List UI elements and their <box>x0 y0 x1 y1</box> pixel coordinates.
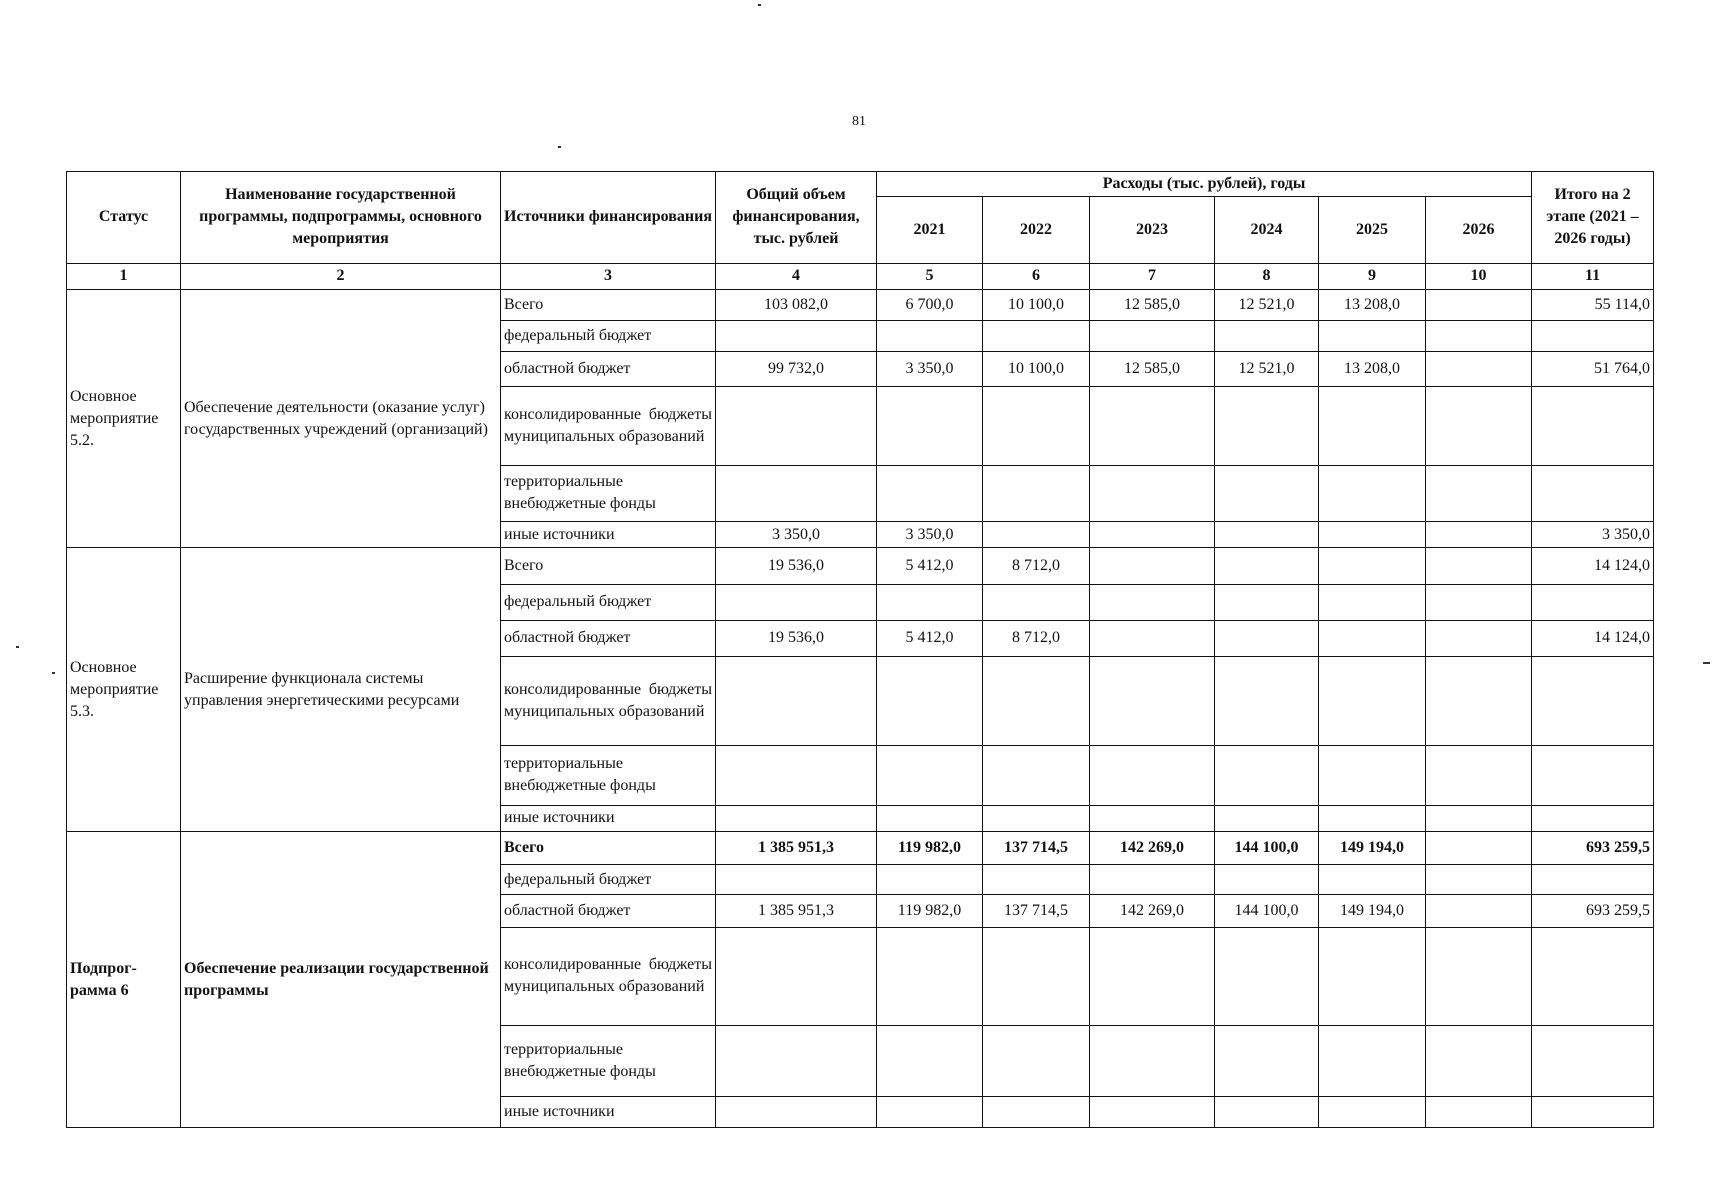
source-label: федеральный бюджет <box>501 584 716 620</box>
column-number: 11 <box>1532 263 1654 289</box>
source-label: областной бюджет <box>501 620 716 656</box>
year-value <box>1426 352 1532 387</box>
year-value: 10 100,0 <box>983 352 1090 387</box>
header-row <box>67 172 1654 197</box>
source-label: федеральный бюджет <box>501 865 716 895</box>
year-value: 12 521,0 <box>1215 289 1319 320</box>
year-value: 8 712,0 <box>983 620 1090 656</box>
column-number: 1 <box>67 263 181 289</box>
year-value: 8 712,0 <box>983 548 1090 584</box>
source-label: областной бюджет <box>501 895 716 927</box>
year-value: 149 194,0 <box>1319 895 1426 927</box>
year-value: 142 269,0 <box>1090 832 1215 865</box>
table-row <box>67 832 1654 865</box>
year-value: 3 350,0 <box>877 352 983 387</box>
status-cell: Основное мероприятие 5.2. <box>67 289 181 548</box>
table-row <box>67 289 1654 320</box>
source-label: консолидированные бюджеты муниципальных образований <box>501 927 716 1026</box>
source-label: территориальные внебюджетные фонды <box>501 745 716 805</box>
year-value: 137 714,5 <box>983 832 1090 865</box>
header-year: 2021 <box>877 197 983 263</box>
year-value: 144 100,0 <box>1215 895 1319 927</box>
source-label: Всего <box>501 832 716 865</box>
total-volume: 99 732,0 <box>716 352 877 387</box>
column-number-row <box>67 263 1654 289</box>
source-label: Всего <box>501 548 716 584</box>
column-number: 5 <box>877 263 983 289</box>
total-volume: 103 082,0 <box>716 289 877 320</box>
year-value: 137 714,5 <box>983 895 1090 927</box>
stage-total: 51 764,0 <box>1532 352 1654 387</box>
year-value: 13 208,0 <box>1319 352 1426 387</box>
header-total-volume: Общий объем финансирования, тыс. рублей <box>716 172 877 264</box>
source-label: иные источники <box>501 522 716 548</box>
table-row <box>67 548 1654 584</box>
source-label: консолидированные бюджеты муниципальных образований <box>501 656 716 745</box>
column-number: 7 <box>1090 263 1215 289</box>
column-number: 3 <box>501 263 716 289</box>
year-value: 149 194,0 <box>1319 832 1426 865</box>
column-number: 8 <box>1215 263 1319 289</box>
year-value: 12 585,0 <box>1090 352 1215 387</box>
scan-speck <box>52 672 55 674</box>
column-number: 6 <box>983 263 1090 289</box>
year-value: 12 585,0 <box>1090 289 1215 320</box>
scan-speck <box>758 4 761 6</box>
year-value: 142 269,0 <box>1090 895 1215 927</box>
stage-total: 14 124,0 <box>1532 548 1654 584</box>
year-value: 119 982,0 <box>877 832 983 865</box>
year-value: 5 412,0 <box>877 548 983 584</box>
year-value <box>1426 289 1532 320</box>
year-value: 5 412,0 <box>877 620 983 656</box>
stage-total: 693 259,5 <box>1532 895 1654 927</box>
scan-speck <box>1703 662 1710 664</box>
year-value: 144 100,0 <box>1215 832 1319 865</box>
stage-total: 14 124,0 <box>1532 620 1654 656</box>
total-volume: 19 536,0 <box>716 620 877 656</box>
status-cell: Подпрог- рамма 6 <box>67 832 181 1128</box>
header-name: Наименование государственной программы, подпрограммы, основного мероприятия <box>181 172 501 264</box>
source-label: территориальные внебюджетные фонды <box>501 465 716 521</box>
header-status: Статус <box>67 172 181 264</box>
stage-total: 55 114,0 <box>1532 289 1654 320</box>
header-year: 2025 <box>1319 197 1426 263</box>
source-label: иные источники <box>501 1096 716 1127</box>
total-volume: 1 385 951,3 <box>716 832 877 865</box>
header-source: Источники финансирования <box>501 172 716 264</box>
budget-table <box>66 171 1654 1128</box>
source-label: федеральный бюджет <box>501 320 716 351</box>
header-year: 2022 <box>983 197 1090 263</box>
header-year: 2024 <box>1215 197 1319 263</box>
header-expenses: Расходы (тыс. рублей), годы <box>877 172 1532 197</box>
source-label: Всего <box>501 289 716 320</box>
column-number: 2 <box>181 263 501 289</box>
page-number: 81 <box>852 114 866 129</box>
scan-speck <box>558 146 561 148</box>
total-volume: 19 536,0 <box>716 548 877 584</box>
measure-name: Обеспечение деятельности (оказание услуг) государственных учреждений (организаций) <box>181 289 501 548</box>
column-number: 9 <box>1319 263 1426 289</box>
stage-total: 3 350,0 <box>1532 522 1654 548</box>
year-value: 119 982,0 <box>877 895 983 927</box>
status-cell: Основное мероприятие 5.3. <box>67 548 181 832</box>
scan-speck <box>16 646 19 648</box>
header-year: 2026 <box>1426 197 1532 263</box>
total-volume: 1 385 951,3 <box>716 895 877 927</box>
year-value: 6 700,0 <box>877 289 983 320</box>
total-volume: 3 350,0 <box>716 522 877 548</box>
header-stage-total: Итого на 2 этапе (2021 – 2026 годы) <box>1532 172 1654 264</box>
measure-name: Обеспечение реализации государственной программы <box>181 832 501 1128</box>
header-year: 2023 <box>1090 197 1215 263</box>
year-value: 3 350,0 <box>877 522 983 548</box>
source-label: областной бюджет <box>501 352 716 387</box>
column-number: 4 <box>716 263 877 289</box>
stage-total: 693 259,5 <box>1532 832 1654 865</box>
year-value: 13 208,0 <box>1319 289 1426 320</box>
source-label: территориальные внебюджетные фонды <box>501 1026 716 1096</box>
year-value: 12 521,0 <box>1215 352 1319 387</box>
source-label: иные источники <box>501 805 716 831</box>
measure-name: Расширение функционала системы управления энергетическими ресурсами <box>181 548 501 832</box>
column-number: 10 <box>1426 263 1532 289</box>
year-value: 10 100,0 <box>983 289 1090 320</box>
source-label: консолидированные бюджеты муниципальных образований <box>501 387 716 465</box>
